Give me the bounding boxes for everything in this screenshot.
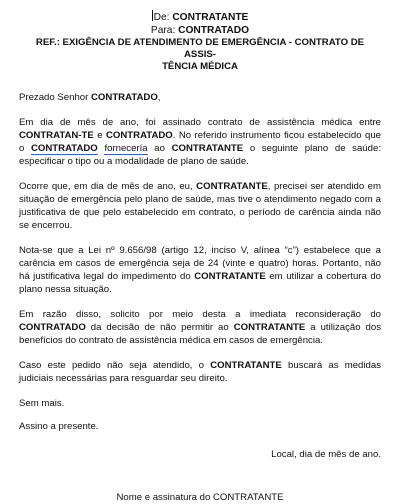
- reference-line-2: TÊNCIA MÉDICA: [162, 61, 238, 72]
- p4-bold-2: CONTRATANTE: [233, 322, 306, 333]
- p4-text-3: a utilização dos benefícios do contrato de assistência médica em casos de emergência.: [19, 322, 382, 346]
- from-name: CONTRATANTE: [172, 12, 249, 23]
- greeting-name: CONTRATADO: [91, 92, 158, 103]
- p2-bold-1: CONTRATANTE: [196, 181, 268, 192]
- p3-text-2: em utilizar a cobertura do plano nessa situação.: [19, 271, 381, 295]
- greeting: [19, 91, 381, 104]
- p4-bold-1: CONTRATADO: [19, 322, 86, 333]
- paragraph-4: [19, 308, 381, 347]
- paragraph-1: [19, 116, 381, 168]
- p2-text-2: , precisei ser atendido em situação de emergência pelo plano de saúde, mas tive o atendimento negado com a justificativa de que pelo estabelecido em contrato, o período de carência ainda não se encerrou.: [19, 181, 381, 231]
- reference-subject: [25, 37, 375, 73]
- p1-spellcheck-word: fornecería: [104, 143, 148, 154]
- to-prefix: Para:: [150, 24, 176, 36]
- p1-text-4: ao: [147, 143, 172, 154]
- p1-text-3: . No referido instrumento ficou estabelecido que o: [19, 130, 381, 154]
- place-date: Local, dia de mês de ano.: [271, 449, 381, 460]
- p1-bold-4: CONTRATANTE: [171, 143, 244, 154]
- p1-bold-1: CONTRATAN-TE: [19, 130, 94, 141]
- closing-assino: Assino a presente.: [19, 421, 99, 432]
- p1-bold-2: CONTRATADO: [105, 130, 173, 141]
- paragraph-5: [19, 359, 381, 385]
- p5-text-2: buscará as medidas judiciais necessárias para resguardar seu direito.: [19, 360, 381, 384]
- p3-bold-1: CONTRATANTE: [194, 271, 266, 282]
- text-cursor: [152, 10, 153, 21]
- p5-text-1: Caso este pedido não seja atendido, o: [19, 360, 211, 371]
- signature-line: Nome e assinatura do CONTRATANTE: [116, 492, 284, 503]
- paragraph-2: [19, 180, 381, 232]
- greeting-text: Prezado Senhor: [19, 92, 91, 103]
- p2-text-1: Ocorre que, em dia de mês de ano, eu,: [19, 181, 197, 192]
- from-prefix: De:: [153, 12, 170, 23]
- p4-text-2: da decisão de não permitir ao: [85, 322, 234, 333]
- p1-text-1: Em dia de mês de ano, foi assinado contrato de assistência médica entre: [19, 117, 381, 128]
- p1-bold-3: CONTRATADO: [30, 143, 98, 154]
- greeting-punct: ,: [157, 92, 161, 103]
- closing-sem-mais: Sem mais.: [19, 398, 65, 409]
- p3-text-1: Nota-se que a Lei nº 9.656/98 (artigo 12, inciso V, alínea “c”) estabelece que a carência em casos de emergência seja de 24 (vinte e quatro) horas. Portanto, não há justificativa legal do impedimento do: [19, 245, 381, 282]
- p1-text-5: o seguinte plano de saúde: especificar o tipo ou a modalidade de plano de saúde.: [19, 143, 381, 167]
- p5-bold-1: CONTRATANTE: [210, 360, 282, 371]
- letter-header: [19, 10, 381, 37]
- to-name: CONTRATADO: [178, 24, 250, 36]
- reference-line-1: REF.: EXIGÊNCIA DE ATENDIMENTO DE EMERGÊNCIA - CONTRATO DE ASSIS-: [35, 37, 365, 60]
- to-line: [19, 25, 381, 38]
- paragraph-3: [19, 244, 381, 296]
- p4-text-1: Em razão disso, solicito por meio desta a imediata reconsideração do: [19, 309, 381, 320]
- p1-text-2: e: [93, 130, 106, 141]
- from-line: [19, 10, 381, 25]
